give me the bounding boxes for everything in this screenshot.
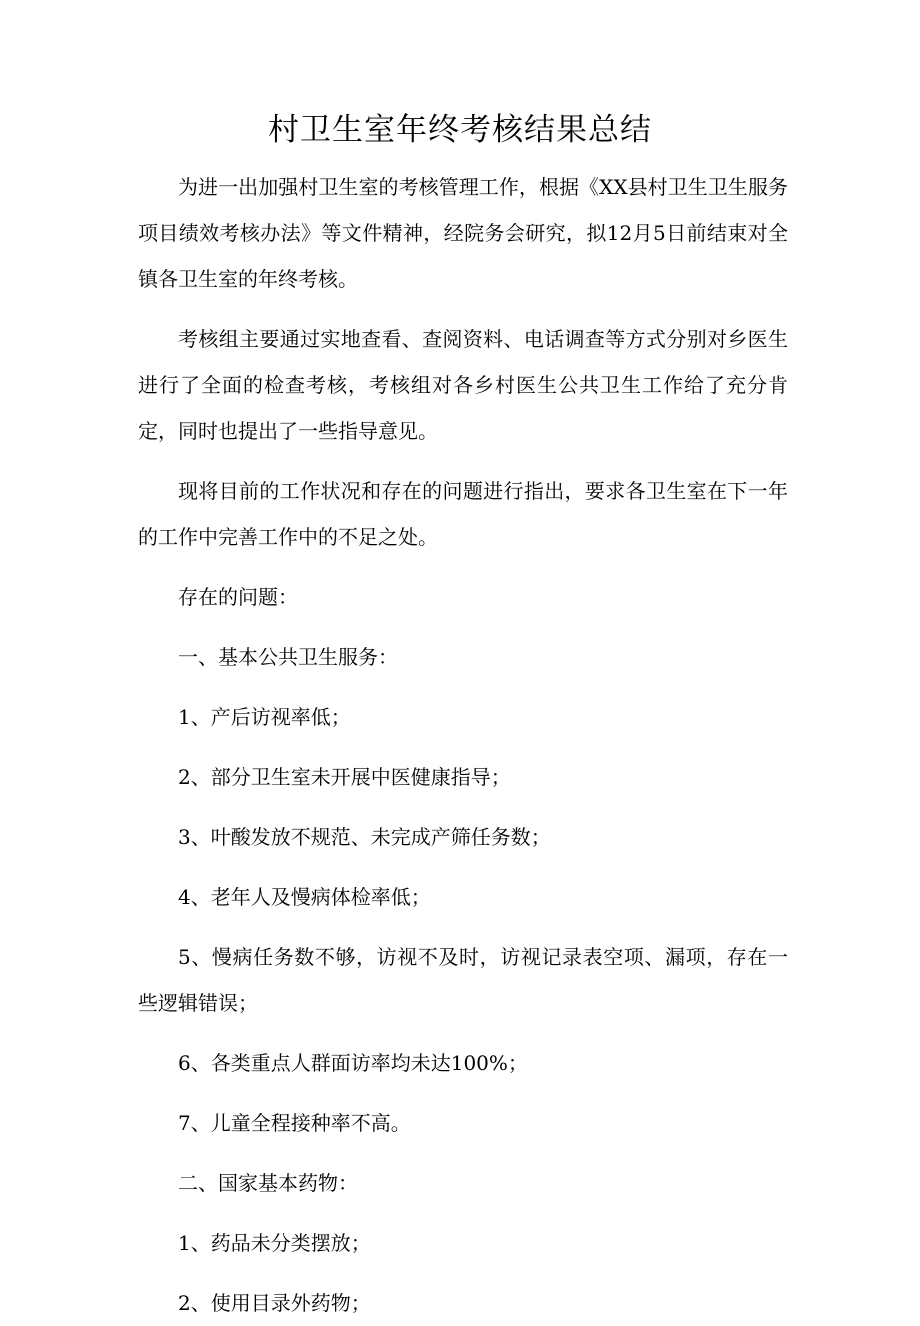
list-item: 7、儿童全程接种率不高。	[178, 1111, 411, 1135]
paragraph-inspection: 考核组主要通过实地查看、查阅资料、电话调查等方式分别对乡医生进行了全面的检查考核，考核组对各乡村医生公共卫生工作给了充分肯定，同时也提出了一些指导意见。	[138, 327, 788, 443]
list-item: 4、老年人及慢病体检率低；	[178, 885, 431, 909]
list-item: 1、产后访视率低；	[178, 705, 351, 729]
paragraph-requirement: 现将目前的工作状况和存在的问题进行指出，要求各卫生室在下一年的工作中完善工作中的不足之处。	[138, 479, 788, 549]
section-heading-essential-drugs: 二、国家基本药物：	[178, 1171, 358, 1195]
section-heading-public-health: 一、基本公共卫生服务：	[178, 645, 398, 669]
list-item: 2、部分卫生室未开展中医健康指导；	[178, 765, 511, 789]
heading-problems: 存在的问题：	[178, 585, 298, 609]
list-item: 2、使用目录外药物；	[178, 1291, 371, 1315]
list-item: 3、叶酸发放不规范、未完成产筛任务数；	[178, 825, 551, 849]
paragraph-intro: 为进一出加强村卫生室的考核管理工作，根据《XX县村卫生卫生服务项目绩效考核办法》等文件精神，经院务会研究，拟12月5日前结束对全镇各卫生室的年终考核。	[138, 175, 788, 291]
document-body	[138, 164, 788, 1326]
list-item: 6、各类重点人群面访率均未达100%；	[178, 1051, 528, 1075]
list-item: 1、药品未分类摆放；	[178, 1231, 371, 1255]
document-title: 村卫生室年终考核结果总结	[268, 112, 652, 148]
list-item: 5、慢病任务数不够，访视不及时，访视记录表空项、漏项，存在一些逻辑错误；	[138, 945, 788, 1015]
